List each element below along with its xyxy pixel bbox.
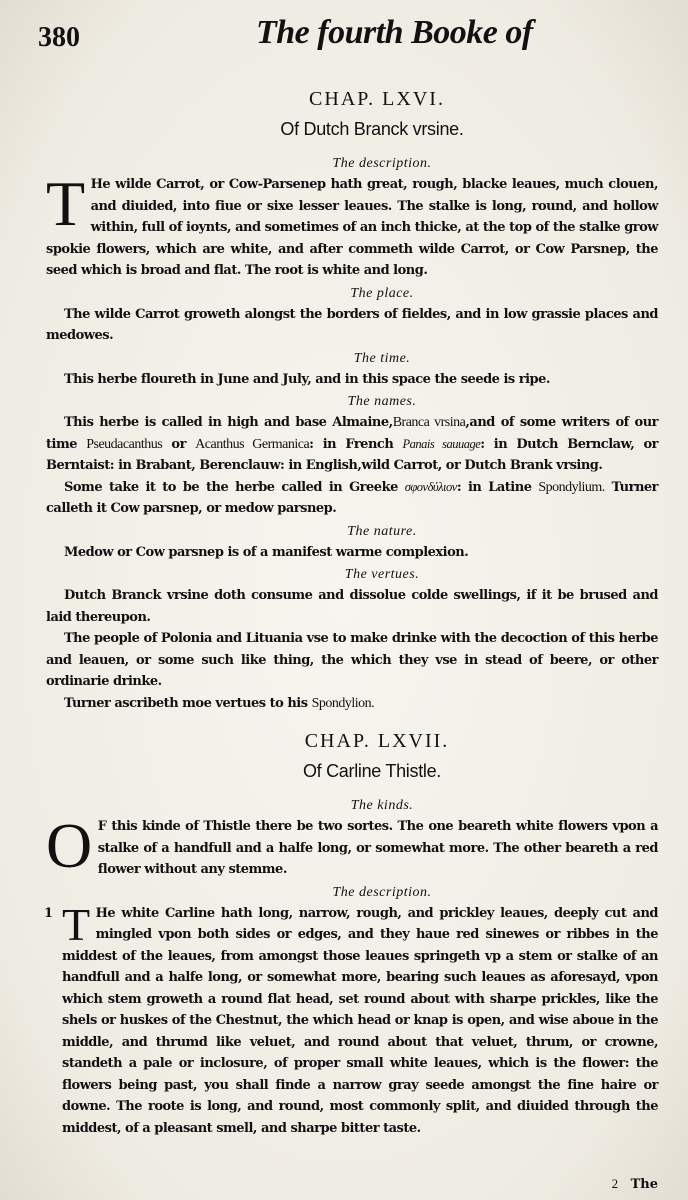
names-latin-1: Branca vrsina bbox=[392, 415, 466, 430]
catchword-word: The bbox=[630, 1177, 658, 1192]
ch66-names-label: The names. bbox=[347, 394, 417, 409]
names2-text-1: Some take it to be the herbe called in Greeke bbox=[64, 479, 398, 495]
chapter-66-title: Of Dutch Branck vrsine. bbox=[280, 119, 464, 139]
page-number: 380 bbox=[38, 22, 80, 53]
ch66-place-text: The wilde Carrot groweth alongst the borders of fieldes, and in low grassie places and medowes. bbox=[46, 306, 658, 343]
names-latin-2: Pseudacanthus bbox=[86, 436, 163, 452]
ch66-nature-text: Medow or Cow parsnep is of a manifest warme complexion. bbox=[64, 544, 469, 560]
ch66-dropcap: T bbox=[46, 168, 85, 239]
ch66-names-paragraph bbox=[46, 412, 658, 477]
ch67-description-dropcap: T bbox=[62, 898, 90, 950]
names-italic-french: Panais sauuage bbox=[402, 436, 481, 451]
ch66-nature-label: The nature. bbox=[347, 523, 417, 539]
ch66-vertues-text-3 bbox=[46, 693, 658, 715]
vertues-text-3b: Spondylion. bbox=[311, 695, 375, 711]
ch67-kinds-dropcap: O bbox=[46, 810, 92, 881]
ch66-time-label: The time. bbox=[353, 350, 411, 366]
chapter-66-heading: CHAP. LXVI. bbox=[309, 88, 445, 110]
names-text-3: or bbox=[162, 436, 196, 452]
ch67-kinds-label: The kinds. bbox=[350, 798, 414, 813]
ch66-vertues-text-1: Dutch Branck vrsine doth consume and dissolue colde swellings, if it be brused and laid thereupon. bbox=[46, 588, 658, 625]
names-text-5: : in Dutch Bernclaw, or Berntaist: in Brabant, Berenclauw: in English,wild Carrot, or Dutch Brank vrsing. bbox=[46, 436, 658, 473]
ch67-item-number: 1 bbox=[44, 905, 53, 921]
names-text-2: ,and of some writers of our time bbox=[46, 415, 659, 452]
names-text-4: : in French bbox=[309, 436, 403, 452]
ch66-vertues-text-2: The people of Polonia and Lituania vse to make drinke with the decoction of this herbe and leauen, or some such like thing, the which they vse in stead of beere, or other ordinarie drinke. bbox=[46, 631, 658, 689]
names2-text-2: : in Latine bbox=[456, 479, 539, 495]
names2-text-3: Turner calleth it Cow parsnep, or medow parsnep. bbox=[46, 479, 659, 516]
ch66-description-label: The description. bbox=[332, 156, 432, 171]
chapter-67-heading: CHAP. LXVII. bbox=[304, 730, 450, 752]
running-head: The fourth Booke of bbox=[256, 14, 533, 51]
chapter-67-title: Of Carline Thistle. bbox=[302, 761, 442, 781]
ch67-description-label: The description. bbox=[332, 884, 432, 900]
ch66-vertues-label: The vertues. bbox=[344, 567, 420, 582]
ch67-description-paragraph bbox=[44, 898, 658, 1140]
names-latin-3: Acanthus Germanica bbox=[195, 436, 310, 452]
names-text-1: This herbe is called in high and base Almaine, bbox=[64, 415, 393, 430]
ch66-description-paragraph bbox=[46, 168, 658, 282]
ch66-time-text: This herbe floureth in June and July, and in this space the seede is ripe. bbox=[64, 371, 550, 387]
names2-latin: Spondylium. bbox=[538, 479, 605, 495]
ch66-place-label: The place. bbox=[350, 285, 414, 301]
ch66-description-text: He wilde Carrot, or Cow-Parsenep hath great, rough, blacke leaues, much clouen, and diuided, into fiue or sixe lesser leaues. The stalke is long, round, and hollow within, full of ioynts, and sometimes of an inch thicke, at the top of the stalke grow spokie flowers, which are white, and after commeth wilde Carrot, or Cow Parsnep, the seed which is broad and flat. The root is white and long. bbox=[46, 177, 658, 278]
page-header bbox=[38, 14, 658, 72]
ch66-names2-paragraph bbox=[46, 477, 658, 520]
catchword-number: 2 bbox=[611, 1176, 619, 1191]
ch67-kinds-text: F this kinde of Thistle there be two sortes. The one beareth white flowers vpon a stalke of a handfull and a halfe long, or somewhat more. The other beareth a red flower without any stemme. bbox=[97, 819, 658, 877]
names2-greek: σφονδύλιον bbox=[404, 479, 457, 494]
ch67-kinds-paragraph bbox=[46, 810, 658, 881]
catchword bbox=[612, 1176, 658, 1192]
ch67-description-text: He white Carline hath long, narrow, rough, and prickley leaues, deeply cut and mingled vpon both sides or edges, and they haue red sinewes or ribbes in the middest of the leaues, from amongst those leaues springeth vp a stem or stalke of an handfull and a halfe long, or somewhat more, bearing such leaues as aforesayd, vpon which stem groweth a round flat head, set round about with sharpe prickles, like the shels or huskes of the Chestnut, the which head or knap is open, and wise aboue in the middle, and thrumd like veluet, and round about that veluet, thrum, or crowne, standeth a pale or inclosure, of proper small white leaues, which is the flower: the flowers being past, you shall finde a narrow gray seede amongst the fine haire or downe. The roote is long, and round, most commonly split, and diuided through the middest, of a pleasant smell, and sharpe bitter taste. bbox=[62, 905, 658, 1136]
vertues-text-3a: Turner ascribeth moe vertues to his bbox=[64, 695, 312, 711]
